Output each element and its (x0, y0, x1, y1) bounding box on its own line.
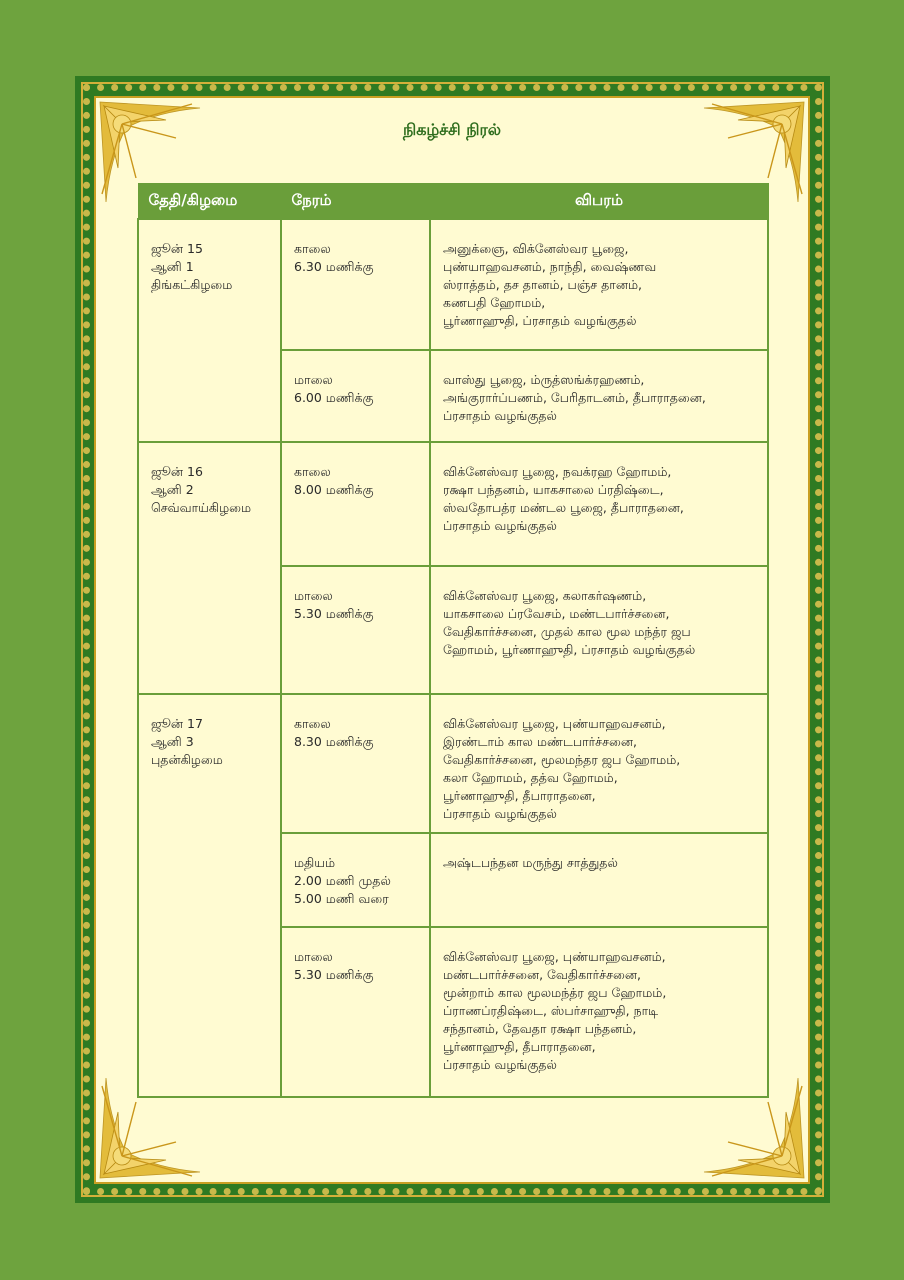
date-cell (138, 442, 281, 694)
time-cell-line: 8.00 மணிக்கு (294, 482, 374, 497)
time-cell-line: மதியம் (294, 855, 336, 870)
details-cell (430, 350, 768, 442)
details-cell-line: விக்னேஸ்வர பூஜை, புண்யாஹவசனம், (443, 949, 666, 964)
details-cell-line: ஸ்வதோபத்ர மண்டல பூஜை, தீபாராதனை, (443, 500, 684, 515)
time-cell-line: காலை (294, 716, 331, 731)
details-cell-line: யாகசாலை ப்ரவேசம், மண்டபார்ச்சனை, (443, 606, 670, 621)
details-cell-line: விக்னேஸ்வர பூஜை, கலாகர்ஷணம், (443, 588, 647, 603)
details-cell-line: அஷ்டபந்தன மருந்து சாத்துதல் (443, 855, 618, 870)
time-cell (281, 219, 430, 350)
time-cell (281, 927, 430, 1097)
details-cell-line: இரண்டாம் கால மண்டபார்ச்சனை, (443, 734, 637, 749)
date-cell-line: ஆனி 1 (151, 259, 194, 274)
page-title: நிகழ்ச்சி நிரல் (402, 120, 502, 139)
date-cell-line: ஜூன் 17 (151, 716, 203, 731)
details-cell-line: ரக்ஷா பந்தனம், யாகசாலை ப்ரதிஷ்டை, (443, 482, 664, 497)
time-cell-line: மாலை (294, 949, 333, 964)
time-cell (281, 694, 430, 833)
date-cell-line: ஆனி 2 (151, 482, 194, 497)
details-cell-line: அனுக்ஞை, விக்னேஸ்வர பூஜை, (443, 241, 629, 256)
details-cell-line: ப்ரசாதம் வழங்குதல் (443, 806, 557, 821)
date-cell-line: ஜூன் 16 (151, 464, 203, 479)
header-details: விபரம் (430, 184, 768, 220)
details-cell-line: பூர்ணாஹுதி, தீபாராதனை, (443, 1039, 596, 1054)
details-cell-line: வேதிகார்ச்சனை, மூலமந்தர ஜப ஹோமம், (443, 752, 681, 767)
details-cell (430, 833, 768, 927)
date-cell-line: ஜூன் 15 (151, 241, 203, 256)
date-cell-line: புதன்கிழமை (151, 752, 223, 767)
time-cell-line: 5.30 மணிக்கு (294, 606, 374, 621)
table-row (138, 442, 768, 566)
date-cell-line: திங்கட்கிழமை (151, 277, 233, 292)
header-date: தேதி/கிழமை (138, 184, 281, 220)
details-cell-line: சந்தானம், தேவதா ரக்ஷா பந்தனம், (443, 1021, 637, 1036)
time-cell-line: காலை (294, 241, 331, 256)
details-cell-line: வாஸ்து பூஜை, ம்ருத்ஸங்க்ரஹணம், (443, 372, 645, 387)
date-cell-line: செவ்வாய்கிழமை (151, 500, 252, 515)
table-header-row (138, 184, 768, 220)
time-cell-line: காலை (294, 464, 331, 479)
header-time: நேரம் (281, 184, 430, 220)
details-cell-line: பூர்ணாஹுதி, ப்ரசாதம் வழங்குதல் (443, 313, 637, 328)
date-cell-line: ஆனி 3 (151, 734, 194, 749)
time-cell (281, 566, 430, 694)
table-row (138, 219, 768, 350)
details-cell-line: மூன்றாம் கால மூலமந்த்ர ஜப ஹோமம், (443, 985, 667, 1000)
table-row (138, 694, 768, 833)
time-cell-line: மாலை (294, 372, 333, 387)
time-cell (281, 833, 430, 927)
date-cell (138, 219, 281, 442)
date-cell (138, 694, 281, 1097)
details-cell-line: விக்னேஸ்வர பூஜை, புண்யாஹவசனம், (443, 716, 666, 731)
details-cell-line: வேதிகார்ச்சனை, முதல் கால மூல மந்த்ர ஜப (443, 624, 691, 639)
details-cell-line: ப்ராணப்ரதிஷ்டை, ஸ்பர்சாஹுதி, நாடி (443, 1003, 659, 1018)
time-cell-line: 5.00 மணி வரை (294, 891, 389, 906)
time-cell (281, 350, 430, 442)
details-cell (430, 442, 768, 566)
details-cell (430, 694, 768, 833)
details-cell-line: ப்ரசாதம் வழங்குதல் (443, 1057, 557, 1072)
details-cell-line: ப்ரசாதம் வழங்குதல் (443, 518, 557, 533)
details-cell (430, 927, 768, 1097)
time-cell (281, 442, 430, 566)
details-cell-line: ப்ரசாதம் வழங்குதல் (443, 408, 557, 423)
details-cell-line: கணபதி ஹோமம், (443, 295, 546, 310)
time-cell-line: 5.30 மணிக்கு (294, 967, 374, 982)
schedule-table (137, 183, 769, 1098)
details-cell-line: பூர்ணாஹுதி, தீபாராதனை, (443, 788, 596, 803)
details-cell-line: ஹோமம், பூர்ணாஹுதி, ப்ரசாதம் வழங்குதல் (443, 642, 696, 657)
time-cell-line: 8.30 மணிக்கு (294, 734, 374, 749)
details-cell-line: விக்னேஸ்வர பூஜை, நவக்ரஹ ஹோமம், (443, 464, 672, 479)
time-cell-line: மாலை (294, 588, 333, 603)
details-cell-line: மண்டபார்ச்சனை, வேதிகார்ச்சனை, (443, 967, 641, 982)
time-cell-line: 6.00 மணிக்கு (294, 390, 374, 405)
schedule-body (138, 219, 768, 1097)
details-cell-line: புண்யாஹவசனம், நாந்தி, வைஷ்ணவ (443, 259, 657, 274)
details-cell-line: அங்குரார்ப்பணம், பேரிதாடனம், தீபாராதனை, (443, 390, 706, 405)
details-cell (430, 219, 768, 350)
details-cell-line: ஸ்ராத்தம், தச தானம், பஞ்ச தானம், (443, 277, 642, 292)
time-cell-line: 2.00 மணி முதல் (294, 873, 391, 888)
details-cell (430, 566, 768, 694)
time-cell-line: 6.30 மணிக்கு (294, 259, 374, 274)
details-cell-line: கலா ஹோமம், தத்வ ஹோமம், (443, 770, 618, 785)
